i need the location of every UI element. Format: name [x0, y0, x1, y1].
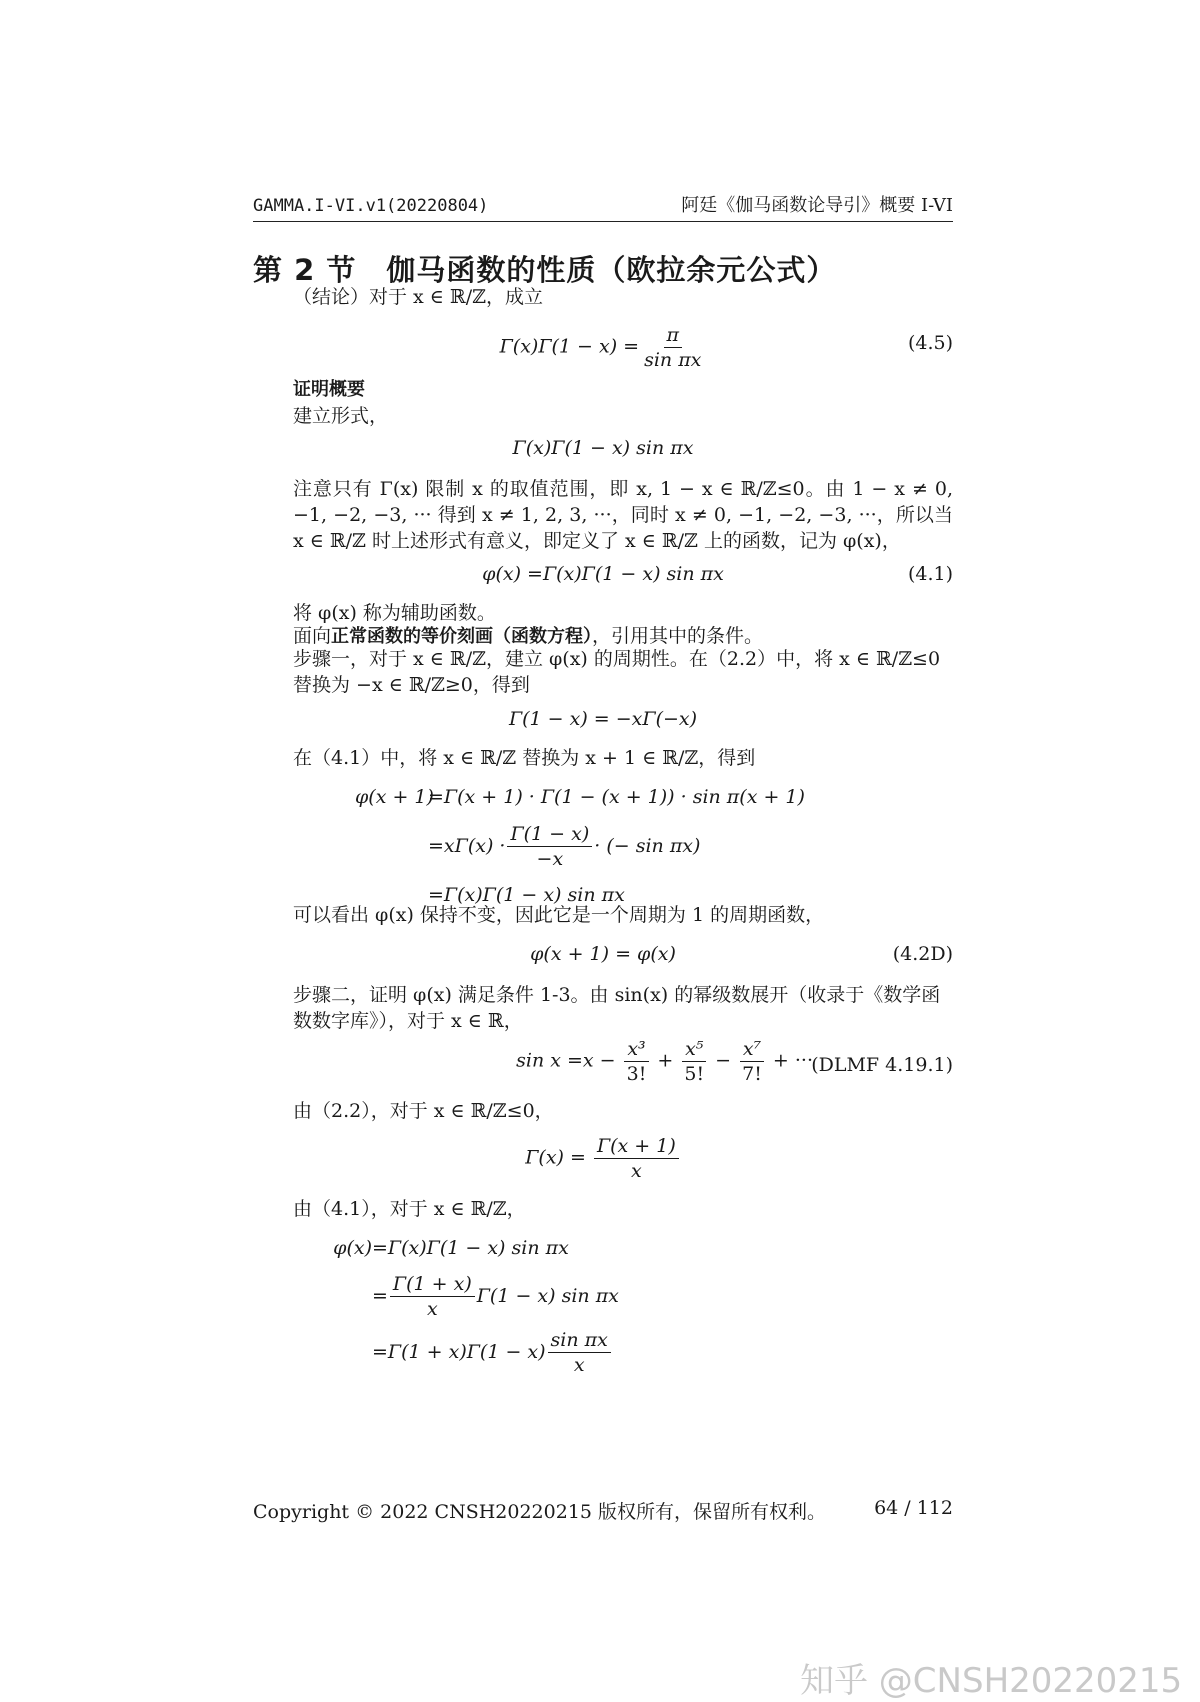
derivation-2 — [330, 1228, 619, 1380]
derivation-2-lhs: φ(x) — [333, 1237, 372, 1259]
derivation-1-lhs: φ(x + 1) — [355, 786, 434, 808]
derivation-2-row-1 — [330, 1228, 619, 1268]
dlmf-minus: − — [715, 1049, 732, 1072]
note-paragraph: 注意只有 Γ(x) 限制 x 的取值范围，即 x, 1 − x ∈ ℝ/ℤ≤0。由 1 − x ≠ 0, −1, −2, −3, ··· 得到 x ≠ 1, 2, 3, ···，同时 x ≠ 0, −1, −2, −3, ···，所以当 x ∈ ℝ/ℤ 时上述形式有意义，即定义了 x ∈ ℝ/ℤ 上的函数，记为 φ(x)， — [293, 478, 953, 552]
from-2-2-line: 由（2.2），对于 x ∈ ℝ/ℤ≤0， — [293, 1100, 554, 1122]
facing-line-prefix: 面向 — [293, 625, 332, 647]
eq-4-2d-body: φ(x + 1) = φ(x) — [530, 943, 676, 965]
gamma-recurrence-lhs: Γ(x) = — [525, 1146, 586, 1169]
derivation-1-row-2 — [355, 817, 805, 875]
derivation-2-row-3 — [330, 1324, 619, 1380]
derivation-1-numerator: Γ(1 − x) — [507, 823, 592, 847]
dlmf-term-3-num: x⁷ — [740, 1038, 764, 1062]
equation-4-1 — [253, 563, 953, 603]
derivation-1-row-3-rhs: =Γ(x)Γ(1 − x) sin πx — [428, 884, 625, 906]
derivation-1-row-1-rhs: =Γ(x + 1) · Γ(1 − (x + 1)) · sin π(x + 1) — [428, 786, 805, 808]
dlmf-term-2 — [681, 1038, 707, 1085]
facing-line-suffix: ，引用其中的条件。 — [592, 625, 764, 647]
build-form-text: 建立形式， — [293, 405, 389, 427]
eq-4-5-denominator: sin πx — [644, 349, 702, 371]
from-4-1-line: 由（4.1），对于 x ∈ ℝ/ℤ， — [293, 1198, 526, 1220]
dlmf-term-2-num: x⁵ — [682, 1038, 706, 1062]
gamma-recurrence-den: x — [631, 1160, 642, 1182]
derivation-1-row-2-post: · (− sin πx) — [594, 835, 701, 857]
derivation-1 — [355, 777, 805, 915]
eq-4-2d-tag: (4.2D) — [892, 943, 953, 965]
step-two-paragraph: 步骤二，证明 φ(x) 满足条件 1-3。由 sin(x) 的幂级数展开（收录于《数学函数数字库》），对于 x ∈ ℝ， — [293, 984, 941, 1032]
dlmf-pre: sin x =x − — [516, 1049, 616, 1072]
running-header — [253, 191, 953, 222]
derivation-2-row-2 — [330, 1268, 619, 1324]
eq-4-5-numerator: π — [664, 324, 683, 348]
conclusion-text: （结论）对于 x ∈ ℝ/ℤ，成立 — [293, 286, 543, 308]
dlmf-plus: + — [657, 1049, 674, 1072]
period-line: 可以看出 φ(x) 保持不变，因此它是一个周期为 1 的周期函数， — [293, 904, 825, 926]
eq-4-1-body: φ(x) =Γ(x)Γ(1 − x) sin πx — [482, 563, 724, 585]
derivation-2-row-1-rhs: =Γ(x)Γ(1 − x) sin πx — [372, 1237, 569, 1259]
derivation-1-fraction — [507, 823, 592, 870]
derivation-1-row-2-pre: =xΓ(x) · — [428, 835, 506, 857]
eq-4-5-tag: (4.5) — [907, 332, 953, 354]
header-book-title: 阿廷《伽马函数论导引》概要 I-VI — [681, 195, 953, 216]
dlmf-tag: (DLMF 4.19.1) — [811, 1054, 953, 1076]
equation-4-5 — [253, 318, 953, 371]
derivation-2-row-3-den: x — [573, 1353, 585, 1376]
derivation-1-denominator: −x — [536, 847, 564, 870]
replace-line: 在（4.1）中，将 x ∈ ℝ/ℤ 替换为 x + 1 ∈ ℝ/ℤ，得到 — [293, 747, 756, 769]
expression-2 — [253, 708, 953, 748]
auxiliary-function-line: 将 φ(x) 称为辅助函数。 — [293, 602, 496, 624]
dlmf-term-2-den: 5! — [684, 1063, 705, 1085]
expression-1 — [253, 437, 953, 477]
dlmf-term-1-num: x³ — [624, 1038, 648, 1062]
eq-4-5-lhs: Γ(x)Γ(1 − x) = — [499, 335, 640, 358]
derivation-2-row-3-fraction — [548, 1329, 611, 1376]
derivation-2-row-3-num: sin πx — [548, 1329, 611, 1353]
eq-4-1-tag: (4.1) — [907, 563, 953, 585]
derivation-2-row-2-fraction — [390, 1273, 475, 1320]
header-doc-id: GAMMA.I-VI.v1(20220804) — [253, 196, 489, 216]
derivation-2-row-2-post: Γ(1 − x) sin πx — [476, 1285, 619, 1307]
section-title: 第 2 节 伽马函数的性质（欧拉余元公式） — [253, 253, 837, 287]
proof-heading: 证明概要 — [293, 379, 365, 400]
zhihu-watermark: 知乎 @CNSH20220215 — [800, 1661, 1183, 1701]
equation-4-2d — [253, 943, 953, 983]
dlmf-tail: + ··· — [772, 1049, 813, 1072]
expression-2-body: Γ(1 − x) = −xΓ(−x) — [508, 708, 698, 730]
footer-copyright: Copyright © 2022 CNSH20220215 版权所有，保留所有权利。 — [253, 1501, 827, 1523]
equation-gamma-recurrence — [253, 1135, 953, 1191]
derivation-2-row-2-pre: = — [372, 1285, 388, 1307]
equation-dlmf — [253, 1038, 953, 1098]
dlmf-term-1-den: 3! — [626, 1063, 647, 1085]
dlmf-term-3-den: 7! — [742, 1063, 762, 1085]
derivation-2-row-2-den: x — [426, 1297, 438, 1320]
dlmf-term-1 — [624, 1038, 650, 1085]
gamma-recurrence-fraction — [594, 1135, 679, 1182]
dlmf-term-3 — [739, 1038, 765, 1085]
derivation-2-row-3-pre: =Γ(1 + x)Γ(1 − x) — [372, 1341, 546, 1363]
step-one-paragraph: 步骤一，对于 x ∈ ℝ/ℤ，建立 φ(x) 的周期性。在（2.2）中，将 x ∈ ℝ/ℤ≤0 替换为 −x ∈ ℝ/ℤ≥0，得到 — [293, 648, 941, 696]
derivation-2-row-2-num: Γ(1 + x) — [390, 1273, 475, 1297]
gamma-recurrence-num: Γ(x + 1) — [594, 1135, 679, 1159]
expression-1-body: Γ(x)Γ(1 − x) sin πx — [512, 437, 694, 459]
footer-page-number: 64 / 112 — [874, 1497, 953, 1519]
facing-line-bold: 正常函数的等价刻画（函数方程） — [331, 626, 593, 647]
eq-4-5-fraction — [641, 324, 704, 371]
page-footer — [253, 1497, 953, 1524]
derivation-1-row-1 — [355, 777, 805, 817]
